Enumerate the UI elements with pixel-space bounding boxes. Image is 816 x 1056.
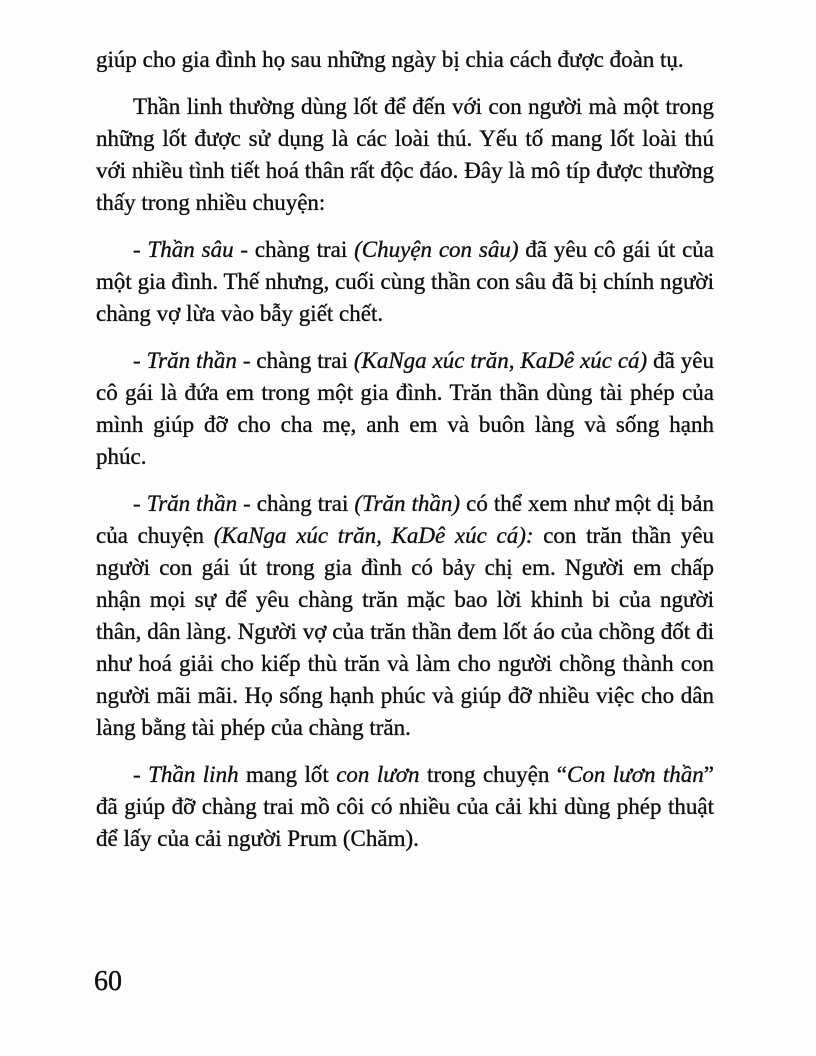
text-run: Trăn thần xyxy=(146,348,237,373)
text-run: - xyxy=(133,348,147,373)
text-run: (KaNga xúc trăn, KaDê xúc cá): xyxy=(213,523,534,548)
text-run: - xyxy=(133,491,147,516)
text-run: đã yêu cô gái là đứa em trong một gia đình. Trăn thần dùng tài phép của mình giúp đỡ cho cha mẹ, anh em và buôn làng và sống hạnh phúc. xyxy=(96,348,714,469)
text-run: trong chuyện “ xyxy=(419,762,567,787)
paragraph xyxy=(96,345,714,473)
text-run: con trăn thần yêu người con gái út trong gia đình có bảy chị em. Người em chấp nhận mọi sự để yêu chàng trăn mặc bao lời khinh bi của người thân, dân làng. Người vợ của trăn thần đem lốt áo của chồng đốt đi như hoá giải cho kiếp thù trăn và làm cho người chồng thành con người mãi mãi. Họ sống hạnh phúc và giúp đỡ nhiều việc cho dân làng bằng tài phép của chàng trăn. xyxy=(96,523,714,740)
paragraph xyxy=(96,759,714,855)
text-run: con lươn xyxy=(336,762,420,787)
paragraph xyxy=(96,91,714,219)
text-run: - xyxy=(133,237,148,262)
text-run: đã yêu cô gái út của một gia đình. Thế nhưng, cuối cùng thần con sâu đã bị chính người chàng vợ lừa vào bẫy giết chết. xyxy=(96,237,714,326)
text-run: giúp cho gia đình họ sau những ngày bị chia cách được đoàn tụ. xyxy=(96,47,684,72)
paragraph xyxy=(96,44,714,76)
text-run: có thể xem như một dị bản của chuyện xyxy=(96,491,714,548)
text-run: ” đã giúp đỡ chàng trai mồ côi có nhiều của cải khi dùng phép thuật để lấy của cải người Prum (Chăm). xyxy=(96,762,714,851)
paragraph xyxy=(96,488,714,744)
text-run: mang lốt xyxy=(238,762,337,787)
text-run: Thần linh thường dùng lốt để đến với con người mà một trong những lốt được sử dụng là các loài thú. Yếu tố mang lốt loài thú với nhiều tình tiết hoá thân rất độc đáo. Đây là mô típ được thường thấy trong nhiều chuyện: xyxy=(96,94,714,215)
text-run: (Trăn thần) xyxy=(354,491,461,516)
text-run: - chàng trai xyxy=(236,348,354,373)
text-run: - chàng trai xyxy=(237,491,355,516)
text-run: Thần linh xyxy=(148,762,239,787)
text-run: (KaNga xúc trăn, KaDê xúc cá) xyxy=(353,348,648,373)
text-run: Thần sâu xyxy=(147,237,234,262)
text-run: - chàng trai xyxy=(233,237,355,262)
text-run: Trăn thần xyxy=(146,491,238,516)
text-run: - xyxy=(133,762,149,787)
paragraph xyxy=(96,234,714,330)
page-number: 60 xyxy=(94,966,122,997)
text-run: Con lươn thần xyxy=(567,762,704,787)
text-run: (Chuyện con sâu) xyxy=(354,237,519,262)
text-block xyxy=(96,44,714,870)
